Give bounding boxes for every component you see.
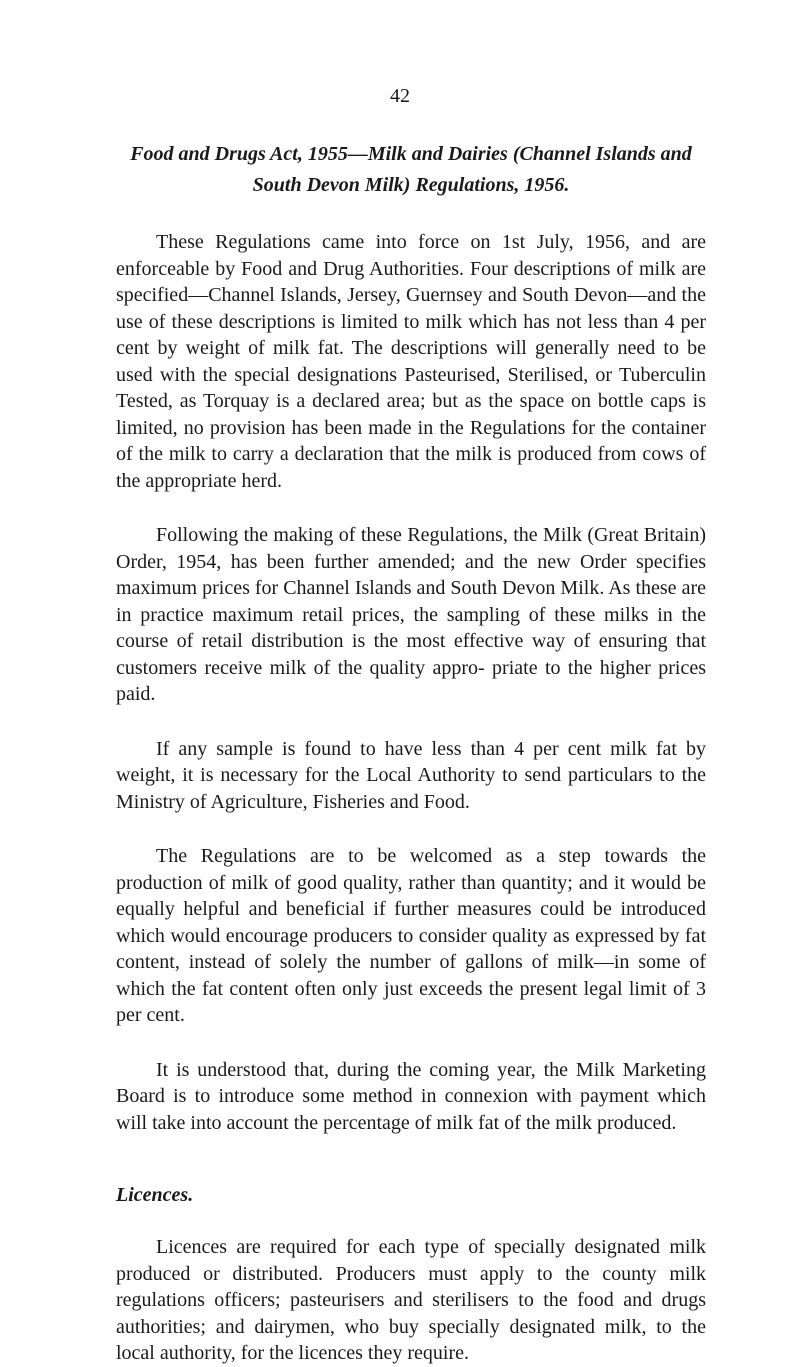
paragraph-sample-below-limit: If any sample is found to have less than 4 per cent milk fat by weight, it is necessary for the Local Authority to send particulars to the Ministry of Agriculture, Fisheries and Food. [116, 737, 706, 813]
paragraph-milk-marketing-board: It is understood that, during the coming year, the Milk Marketing Board is to introduce some method in connexion with payment which will take into account the percentage of milk fat of the milk produced. [116, 1058, 706, 1134]
paragraph-licences: Licences are required for each type of specially designated milk produced or distributed. Producers must apply to the county milk regulations officers; pasteurisers and sterilisers to the food and drugs authorities; and dairymen, who buy specially designated milk, to the local authority, for the licences they require. [116, 1236, 706, 1364]
section-title-line-2: South Devon Milk) Regulations, 1956. [252, 174, 570, 196]
page-number: 42 [390, 85, 410, 107]
paragraph-regulations-in-force: These Regulations came into force on 1st July, 1956, and are enforceable by Food and Drug Authorities. Four descriptions of milk are specified—Channel Islands, Jersey, Guernsey and South Devon—and the use of these descriptions is limited to milk which has not less than 4 per cent by weight of milk fat. The descriptions will generally need to be used with the special designations Pasteurised, Sterilised, or Tuberculin Tested, as Torquay is a declared area; but as the space on bottle caps is limited, no provision has been made in the Regulations for the container of the milk to carry a declaration that the milk is produced from cows of the appropriate herd. [116, 231, 706, 492]
section-title-line-1: Food and Drugs Act, 1955—Milk and Dairies (Channel Islands and [130, 143, 692, 165]
licences-heading: Licences. [116, 1184, 194, 1206]
section-title [116, 139, 706, 201]
paragraph-milk-order-amended: Following the making of these Regulations, the Milk (Great Britain) Order, 1954, has been further amended; and the new Order specifies maximum prices for Channel Islands and South Devon Milk. As these are in practice maximum retail prices, the sampling of these milks in the course of retail distribution is the most effective way of ensuring that customers receive milk of the quality appro- priate to the higher prices paid. [116, 524, 706, 705]
page-content [116, 139, 706, 1367]
paragraph-quality-measures: The Regulations are to be welcomed as a step towards the production of milk of good quality, rather than quantity; and it would be equally helpful and beneficial if further measures could be introduced which would encourage producers to consider quality as expressed by fat content, instead of solely the number of gallons of milk—in some of which the fat content often only just exceeds the present legal limit of 3 per cent. [116, 845, 706, 1026]
